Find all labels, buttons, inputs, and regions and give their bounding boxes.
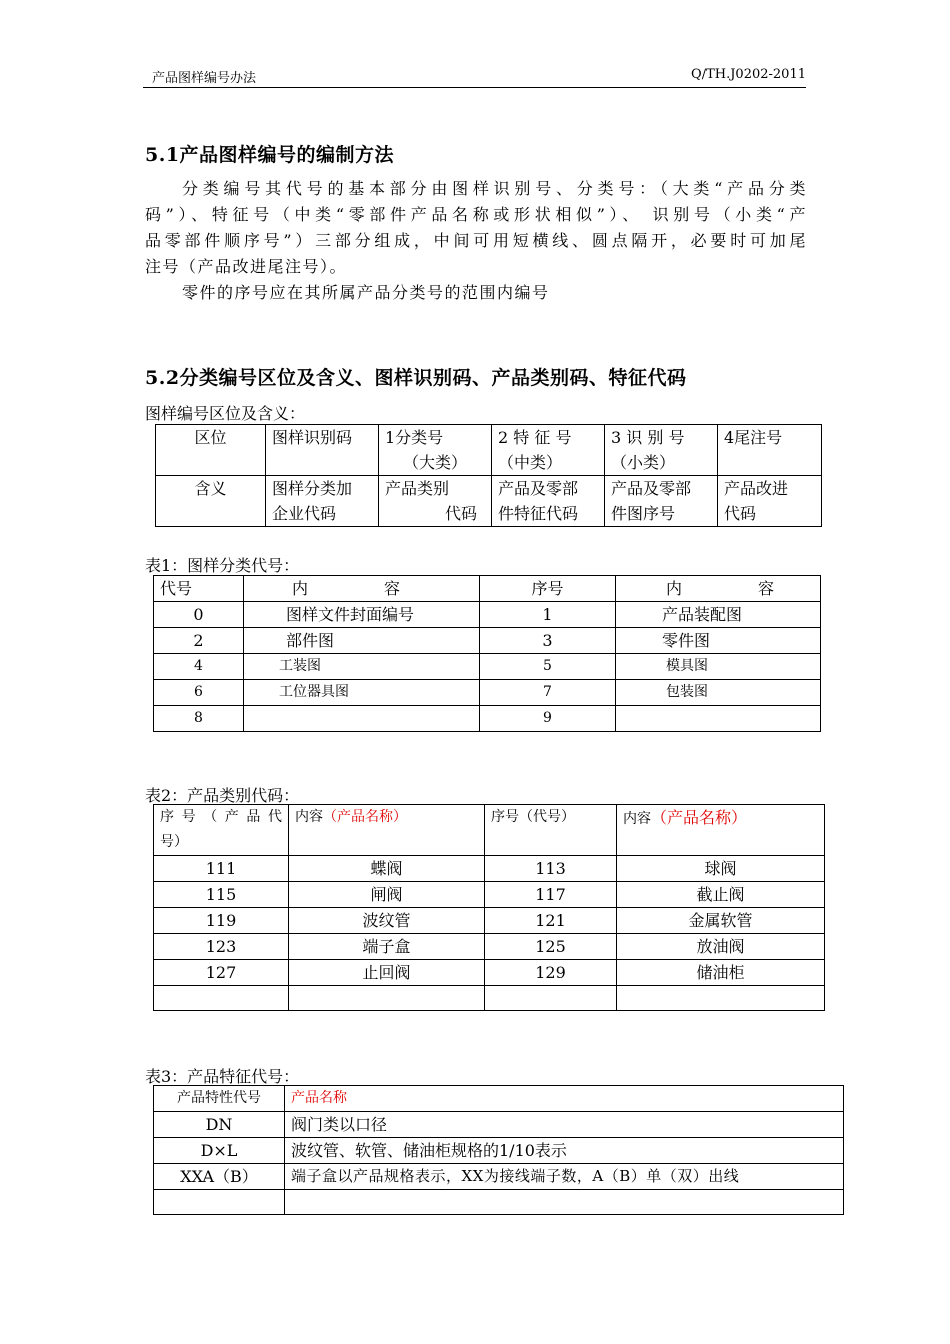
zone-cell-line: （大类） (402, 453, 467, 472)
paragraph-line: 品零部件顺序号”）三部分组成，中间可用短横线、圆点隔开，必要时可加尾 (145, 231, 807, 250)
header-divider (143, 87, 806, 88)
table3-cell: 端子盒以产品规格表示，XX为接线端子数，A（B）单（双）出线 (285, 1164, 844, 1190)
table-row (154, 602, 821, 628)
table1-header: 代号 (154, 576, 244, 602)
header-part: 容 (758, 579, 775, 598)
table3-cell (285, 1190, 844, 1215)
table2-cell: 119 (154, 908, 289, 934)
table1-cell: 0 (154, 602, 244, 628)
table1-cell: 包装图 (616, 680, 821, 706)
table2-header (289, 805, 485, 856)
table2-cell: 放油阀 (617, 934, 825, 960)
zone-cell (492, 425, 605, 476)
table1-cell: 零件图 (616, 628, 821, 654)
table-row (154, 706, 821, 732)
header-part-red: （产品名称） (323, 809, 407, 825)
table3-cell: 波纹管、软管、储油柜规格的1/10表示 (285, 1138, 844, 1164)
header-title: 产品图样编号办法 (152, 71, 257, 86)
table1-cell: 3 (480, 628, 616, 654)
table2-cell: 121 (485, 908, 617, 934)
table2-header (154, 805, 289, 856)
table3-label: 表3：产品特征代号： (145, 1067, 300, 1086)
table-row (154, 986, 825, 1011)
table-row (154, 960, 825, 986)
table1-cell: 4 (154, 654, 244, 680)
table3-cell: DN (154, 1112, 285, 1138)
header-part: 内容 (295, 809, 323, 825)
table3 (153, 1085, 844, 1215)
table1-cell: 9 (480, 706, 616, 732)
table2-cell: 球阀 (617, 856, 825, 882)
meaning-cell-line: 代码 (444, 504, 477, 523)
meaning-cell (379, 476, 492, 527)
table-row (154, 1164, 844, 1190)
table1-cell: 5 (480, 654, 616, 680)
table2-cell: 117 (485, 882, 617, 908)
table2-cell (485, 986, 617, 1011)
zone-cell-line: （中类） (498, 453, 563, 472)
table1-cell: 8 (154, 706, 244, 732)
table2-cell: 111 (154, 856, 289, 882)
table1-header (616, 576, 821, 602)
table2-cell (289, 986, 485, 1011)
table-row (154, 882, 825, 908)
table-row (154, 1138, 844, 1164)
table-row (154, 1190, 844, 1215)
zone-row (156, 425, 822, 476)
meaning-cell-line: 产品及零部 (611, 479, 692, 498)
zone-cell: 4尾注号 (718, 425, 822, 476)
meaning-row (156, 476, 822, 527)
table-row (154, 1112, 844, 1138)
meaning-label: 含义 (156, 476, 266, 527)
table3-header: 产品特性代号 (154, 1086, 285, 1112)
table2 (153, 804, 825, 1011)
table2-cell: 波纹管 (289, 908, 485, 934)
table1-header-row (154, 576, 821, 602)
zone-cell: 图样识别码 (266, 425, 379, 476)
header-line: 序号（产品代 (160, 809, 282, 825)
table3-cell: 阀门类以口径 (285, 1112, 844, 1138)
meaning-cell (718, 476, 822, 527)
table3-cell: D×L (154, 1138, 285, 1164)
table-row (154, 934, 825, 960)
table2-cell: 端子盒 (289, 934, 485, 960)
paragraph-line: 码”）、特征号（中类“零部件产品名称或形状相似”）、 识别号（小类“产 (145, 205, 807, 224)
table1-cell (616, 706, 821, 732)
table1-cell: 2 (154, 628, 244, 654)
meaning-cell-line: 企业代码 (272, 504, 337, 523)
paragraph-line: 注号（产品改进尾注号）。 (145, 257, 348, 276)
table1-cell: 工装图 (244, 654, 480, 680)
table1-header (244, 576, 480, 602)
table1-cell: 1 (480, 602, 616, 628)
meaning-cell-line: 产品及零部 (498, 479, 579, 498)
table1-cell: 产品装配图 (616, 602, 821, 628)
table2-cell: 125 (485, 934, 617, 960)
table2-cell: 止回阀 (289, 960, 485, 986)
header-part-red: （产品名称） (651, 808, 748, 827)
zone-cell (379, 425, 492, 476)
table3-header: 产品名称 (285, 1086, 844, 1112)
table-row (154, 856, 825, 882)
table1-cell: 图样文件封面编号 (244, 602, 480, 628)
table1-header: 序号 (480, 576, 616, 602)
table2-header (617, 805, 825, 856)
table2-cell: 储油柜 (617, 960, 825, 986)
meaning-cell-line: 产品类别 (385, 479, 450, 498)
table2-cell: 129 (485, 960, 617, 986)
zone-meaning-table (155, 424, 822, 527)
meaning-cell-line: 代码 (724, 504, 757, 523)
table1-cell: 7 (480, 680, 616, 706)
zone-cell-line: 2 特 征 号 (498, 428, 572, 447)
table2-header: 序号（代号） (485, 805, 617, 856)
table2-cell: 蝶阀 (289, 856, 485, 882)
table2-cell: 113 (485, 856, 617, 882)
zone-cell-line: 1分类号 (385, 428, 444, 447)
section-5-1-title: 5.1产品图样编号的编制方法 (145, 144, 395, 166)
meaning-cell-line: 件图序号 (611, 504, 676, 523)
table1 (153, 575, 821, 732)
table1-cell: 工位器具图 (244, 680, 480, 706)
table2-cell: 截止阀 (617, 882, 825, 908)
table1-label: 表1：图样分类代号： (145, 556, 300, 575)
table2-cell (154, 986, 289, 1011)
section-5-1-paragraph (145, 176, 807, 306)
table2-cell: 123 (154, 934, 289, 960)
table1-cell (244, 706, 480, 732)
table2-cell: 115 (154, 882, 289, 908)
table-row (154, 628, 821, 654)
table2-cell (617, 986, 825, 1011)
zone-table-label: 图样编号区位及含义： (145, 404, 306, 423)
table2-label: 表2：产品类别代码： (145, 786, 300, 805)
meaning-cell-line: 图样分类加 (272, 479, 353, 498)
meaning-cell (266, 476, 379, 527)
meaning-cell (492, 476, 605, 527)
zone-cell (605, 425, 718, 476)
zone-label: 区位 (156, 425, 266, 476)
paragraph-line: 分类编号其代号的基本部分由图样识别号、分类号：（大类“产品分类 (182, 179, 807, 198)
table-row (154, 654, 821, 680)
table1-cell: 6 (154, 680, 244, 706)
table1-cell: 模具图 (616, 654, 821, 680)
table2-cell: 闸阀 (289, 882, 485, 908)
table2-header-row (154, 805, 825, 856)
table3-header-row (154, 1086, 844, 1112)
table-row (154, 908, 825, 934)
paragraph-line: 零件的序号应在其所属产品分类号的范围内编号 (182, 283, 550, 302)
section-5-2-title: 5.2分类编号区位及含义、图样识别码、产品类别码、特征代码 (145, 367, 687, 389)
header-line: 号） (160, 834, 188, 850)
zone-cell-line: （小类） (611, 453, 676, 472)
header-part: 内 (666, 579, 683, 598)
table1-cell: 部件图 (244, 628, 480, 654)
table3-cell: XXA（B） (154, 1164, 285, 1190)
table2-cell: 127 (154, 960, 289, 986)
table2-cell: 金属软管 (617, 908, 825, 934)
meaning-cell-line: 产品改进 (724, 479, 789, 498)
header-part: 内容 (623, 811, 651, 827)
table3-cell (154, 1190, 285, 1215)
zone-cell-line: 3 识 别 号 (611, 428, 685, 447)
header-code: Q/TH.J0202-2011 (691, 67, 806, 82)
table-row (154, 680, 821, 706)
header-part: 内 (292, 579, 309, 598)
header-part: 容 (384, 579, 401, 598)
meaning-cell-line: 件特征代码 (498, 504, 579, 523)
meaning-cell (605, 476, 718, 527)
